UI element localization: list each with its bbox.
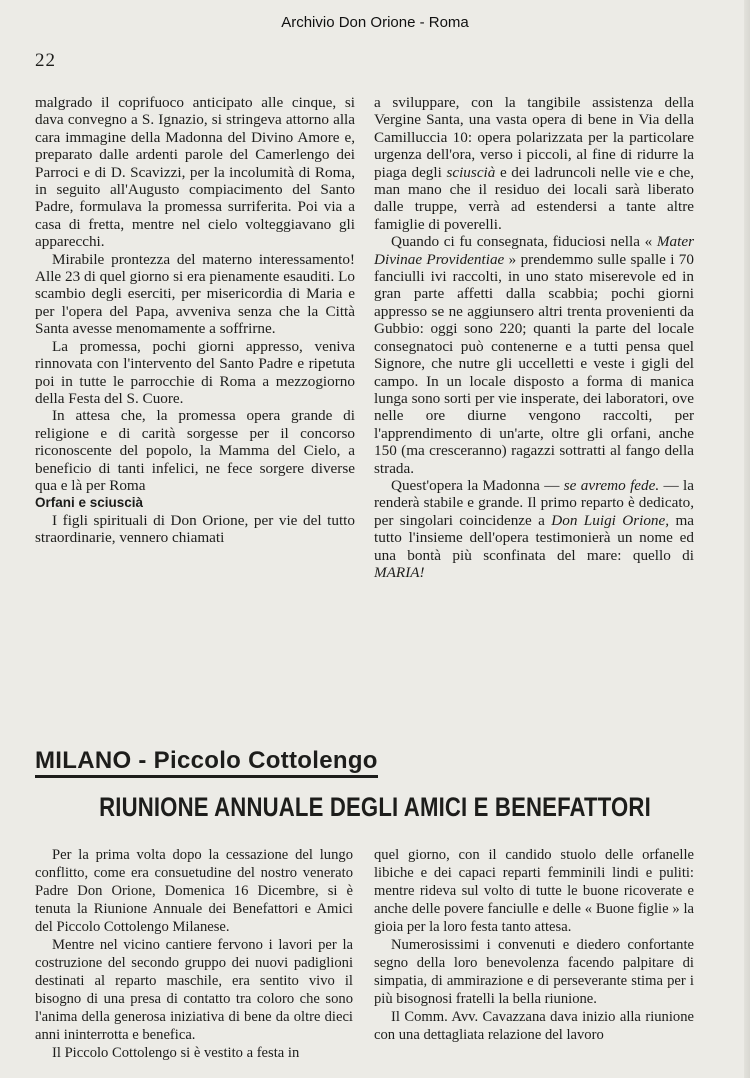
emphasis: se avremo fede. xyxy=(563,476,660,494)
right-column-top xyxy=(374,94,694,581)
section-title-milano: MILANO - Piccolo Cottolengo xyxy=(35,748,378,778)
emphasis: Mater Divinae Providentiae xyxy=(374,233,695,268)
paragraph xyxy=(374,477,694,581)
emphasis: MARIA! xyxy=(374,563,425,581)
paragraph xyxy=(374,233,694,477)
text-run: » prendemmo sulle spalle i 70 fanciulli ivi raccolti, in uno stato miserevole ed in gran parte affetti dalla scabbia; pochi giorni appresso se ne aggiunsero altri trenta provenienti da Gubbio: oggi sono 220; quanti la parte del locale consegnatoci può contenerne e a tutti pensa quel Signore, che nutre gli uccelletti e veste i gigli del campo. In un locale disposto a forma di manica lunga sono sorti per vie insperate, dei laboratori, ove nelle ore diurne vengono raccolti, per l'apprendimento di un'arte, oltre gli orfani, anche 150 (ma cresceranno) ragazzi sottratti al fango della strada. xyxy=(374,250,694,477)
text-run: a svilupparе, con la tangibile assistenza della Vergine Santa, una vasta opera di bene in Via della Camilluccia 10: opera polarizzata per la particolare urgenza dell'ora, verso i piccoli, al fine di ridurre la piaga degli xyxy=(374,94,694,181)
paragraph: malgrado il coprifuoco anticipato alle cinque, si dava convegno a S. Ignazio, si stringeva attorno alla cara immagine della Madonna del Divino Amore e, preparato dalle ardenti parole del Camerlengo dei Parroci e di D. Scavizzi, per la incolumità di Roma, in seguito all'Augusto compiacimento del Santo Padre, formulava la promessa surriferita. Poi via a casa di fretta, mentre nel cielo volteggiavano gli apparecchi. xyxy=(35,94,355,251)
emphasis: Don Luigi Orione, xyxy=(551,511,670,529)
paragraph: I figli spirituali di Don Orione, per vie del tutto straordinarie, vennero chiamati xyxy=(35,511,355,547)
page-edge xyxy=(744,0,750,1078)
section-subheading: Orfani e sciuscià xyxy=(35,495,144,511)
text-run: Quando ci fu consegnata, fiduciosi nella « xyxy=(391,233,653,251)
article-headline: RIUNIONE ANNUALE DEGLI AMICI E BENEFATTORI xyxy=(99,792,651,822)
emphasis: sciuscià xyxy=(446,163,496,181)
paragraph: Il Comm. Avv. Cavazzana dava inizio alla riunione con una dettagliata relazione del lavoro xyxy=(374,1009,694,1043)
paragraph: Per la prima volta dopo la cessazione del lungo conflitto, come era consuetudine del nostro venerato Padre Don Orione, Domenica 16 Dicembre, si è tenuta la Riunione Annuale dei Benefattori e Amici del Piccolo Cottolengo Milanese. xyxy=(35,847,353,935)
paragraph xyxy=(374,94,694,233)
left-column-top xyxy=(35,94,355,547)
paragraph: Numerosissimi i convenuti e diedero confortante segno della loro benevolenza facendo palpitare di simpatia, di ammirazione e di perseverante stima per i più bisognosi fratelli la bella riunione. xyxy=(374,937,694,1007)
paragraph: Il Piccolo Cottolengo si è vestito a festa in xyxy=(52,1045,300,1061)
text-run: ma tutto l'insieme dell'opera testimonierà un nome ed una bontà più sconfinata del mare: quello di xyxy=(374,511,695,564)
text-run: Quest'opera la Madonna — xyxy=(391,476,560,494)
text-run: e dei ladruncoli nelle vie e che, man mano che il residuo dei locali sarà liberato dalle truppe, verrà ad estendersi a tante altre famiglie di poverelli. xyxy=(374,163,695,233)
page-number: 22 xyxy=(35,50,56,71)
text-run: — la renderà stabile e grande. Il primo reparto è dedicato, per singolari coincidenze a xyxy=(374,476,695,529)
archive-header: Archivio Don Orione - Roma xyxy=(281,14,469,31)
paragraph: La promessa, pochi giorni appresso, veniva rinnovata con l'intervento del Santo Padre e ripetuta poi in tutte le parrocchie di Roma a mezzogiorno della Festa del S. Cuore. xyxy=(35,337,355,407)
paragraph: Mentre nel vicino cantiere fervono i lavori per la costruzione del secondo gruppo dei nuovi padiglioni destinati al reparto maschile, era sentito vivo il bisogno di una presa di contatto tra coloro che sono l'anima della generosa iniziativa di bene da oltre dieci anni ininterrotta e benefica. xyxy=(35,937,353,1043)
right-column-bottom xyxy=(374,846,694,1044)
left-column-bottom xyxy=(35,846,353,1062)
paragraph: quel giorno, con il candido stuolo delle orfanelle libiche e dei capaci reparti femminili lindi e puliti: mentre rideva sul volto di tutte le buone ricoverate e anche delle povere fanciulle e delle « Buone figlie » la gioia per la loro festa tanto attesa. xyxy=(374,847,694,935)
paragraph: In attesa che, la promessa opera grande di religione e di carità sorgesse per il concorso riconoscente del popolo, la Mamma del Cielo, a beneficio di tanti infelici, ne fece sorgere diverse qua e là per Roma xyxy=(35,407,355,494)
paragraph: Mirabile prontezza del materno interessamento! Alle 23 di quel giorno si era pienamente esauditi. Lo scambio degli eserciti, per misericordia di Maria e per l'opera del Papa, avveniva senza che la Città Santa avesse menomamente a soffrirne. xyxy=(35,250,355,338)
